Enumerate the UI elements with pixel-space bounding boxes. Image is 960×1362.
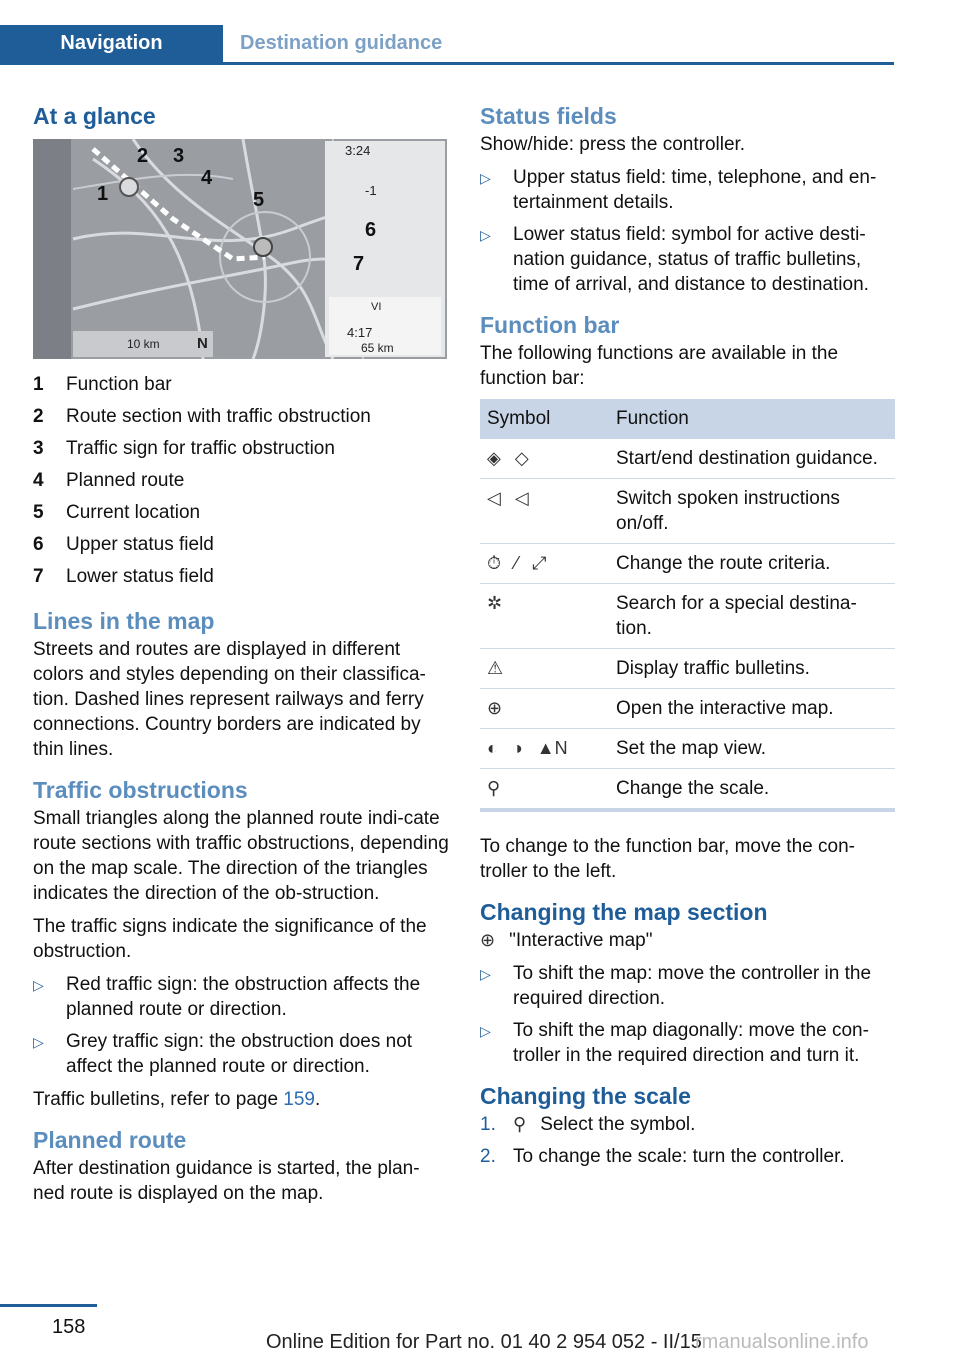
list-item: ▷ Lower status field: symbol for active desti‐nation guidance, status of traffic bulletins, time of arrival, and distance to destination. [480,224,869,295]
legend-item: 5 Current location [33,502,201,523]
navigation-map-graphic [33,139,447,359]
legend-item: 6 Upper status field [33,534,214,555]
left-column [33,100,449,1214]
legend-item: 1 Function bar [33,374,172,395]
table-row: ⊕ Open the interactive map. [480,689,895,729]
list-item: ▷ Red traffic sign: the obstruction affects the planned route or direction. [33,974,421,1020]
callout-7: 7 [353,253,365,275]
watermark: rmanualsonline.info [695,1331,869,1353]
bullet-triangle-icon: ▷ [480,1023,491,1039]
right-column [480,100,896,1176]
table-row: ◁ ◁ Switch spoken instructions on/off. [480,479,895,544]
traffic-warning-icon: ⚠ [487,658,504,678]
lower-status-code: VI [371,301,382,313]
bullet-triangle-icon: ▷ [480,170,491,186]
function-bar-title: Function bar [480,312,620,338]
table-row: ⏱ ⁄ ⤢ Change the route criteria. [480,544,895,584]
page-number: 158 [52,1316,86,1338]
column-header-function: Function [609,399,895,439]
list-item: 2. To change the scale: turn the controller. [480,1146,845,1167]
navigation-map-figure [33,139,447,359]
function-table [480,399,895,812]
callout-1: 1 [97,183,109,205]
table-header-row [480,399,895,439]
special-destination-icon: ✲ [487,593,503,613]
page-header [0,0,894,65]
list-item: 1. ⚲ Select the symbol. [480,1114,696,1135]
callout-3: 3 [173,145,185,167]
current-location-marker [254,238,272,256]
upper-status-value: -1 [365,183,377,198]
scale-steps [480,1112,896,1169]
table-row: ⚠ Display traffic bulletins. [480,649,895,689]
lower-status-time: 4:17 [347,325,373,340]
interactive-map-label: ⊕ "Interactive map" [480,930,653,951]
status-fields-text: Show/hide: press the controller. [480,134,746,155]
list-item: ▷ To shift the map diagonally: move the con‐troller in the required direction and turn it. [480,1020,869,1066]
footer-rule [0,1304,97,1307]
planned-route-title: Planned route [33,1127,187,1153]
map-view-direction-icon: ◐ [487,738,498,758]
speaker-on-icon: ◁ [487,488,501,508]
column-header-symbol: Symbol [480,399,609,439]
bullet-triangle-icon: ▷ [480,966,491,982]
changing-map-section-title: Changing the map section [480,899,768,925]
callout-6: 6 [365,219,377,241]
lower-status-distance: 65 km [361,341,394,355]
speaker-off-icon: ◁ [514,488,529,508]
legend-item: 4 Planned route [33,470,185,491]
at-a-glance-title: At a glance [33,103,156,129]
interactive-map-icon: ⊕ [480,930,496,950]
traffic-sign-list [33,972,449,1079]
guidance-end-icon: ◇ [514,448,529,468]
function-bar-text: The following functions are available in the function bar: [480,343,839,389]
bullet-triangle-icon: ▷ [33,1034,44,1050]
table-row: ⚲ Change the scale. [480,769,895,811]
interactive-map-icon: ⊕ [487,698,503,718]
list-item: ▷ Grey traffic sign: the obstruction does not affect the planned route or direction. [33,1031,413,1077]
planned-route-text: After destination guidance is started, the plan‐ned route is displayed on the map. [33,1158,420,1204]
legend-item: 3 Traffic sign for traffic obstruction [33,438,335,459]
table-row: ◐ ◑ ▲N Set the map view. [480,729,895,769]
function-bar-instruction: To change to the function bar, move the con‐troller to the left. [480,836,855,882]
guidance-start-icon: ◈ [487,448,501,468]
lines-in-map-title: Lines in the map [33,608,215,634]
north-label: N [197,335,208,352]
avoid-route-icon: ⁄ [515,553,519,573]
upper-status-time: 3:24 [345,143,371,158]
traffic-obstructions-title: Traffic obstructions [33,777,248,803]
figure-legend [33,369,449,593]
fast-route-icon: ⏱ [487,553,502,573]
bullet-triangle-icon: ▷ [33,977,44,993]
traffic-obstructions-text-2: The traffic signs indicate the significance of the obstruction. [33,916,427,962]
traffic-obstructions-text-1: Small triangles along the planned route indi‐cate route sections with traffic obstructions, depending on the map scale. The direction of the triangles indicates the direction of the ob‐struction. [33,808,449,904]
status-fields-title: Status fields [480,103,617,129]
traffic-bulletins-reference: Traffic bulletins, refer to page 159. [33,1089,321,1110]
callout-5: 5 [253,189,265,211]
list-item: ▷ To shift the map: move the controller in the required direction. [480,963,872,1009]
legend-item: 2 Route section with traffic obstruction [33,406,371,427]
header-subsection-tab: Destination guidance [240,32,443,54]
scale-icon: ⚲ [513,1114,527,1134]
status-fields-list [480,165,896,297]
route-marker [120,178,138,196]
callout-4: 4 [201,167,213,189]
route-criteria-icon: ⤢ [532,553,547,573]
changing-scale-title: Changing the scale [480,1083,691,1109]
function-bar-strip [33,139,71,359]
lines-in-map-text: Streets and routes are displayed in different colors and styles depending on their classifica‐tion. Dashed lines represent railways and ferry connections. Country borders are indicated by thin lines. [33,639,426,760]
page-link-159[interactable]: 159 [283,1089,315,1110]
table-row: ✲ Search for a special destina‐tion. [480,584,895,649]
scale-label: 10 km [127,337,160,351]
map-section-list [480,961,896,1068]
list-item: ▷ Upper status field: time, telephone, and en‐tertainment details. [480,167,877,213]
callout-2: 2 [137,145,149,167]
bullet-triangle-icon: ▷ [480,227,491,243]
table-row: ◈ ◇ Start/end destination guidance. [480,439,895,479]
map-view-perspective-icon: ◑ [511,738,523,758]
header-section-tab: Navigation [0,25,223,62]
edition-line: Online Edition for Part no. 01 40 2 954 052 - II/15 [266,1331,702,1353]
north-up-icon: ▲N [536,738,568,758]
legend-item: 7 Lower status field [33,566,214,587]
scale-icon: ⚲ [487,778,501,798]
